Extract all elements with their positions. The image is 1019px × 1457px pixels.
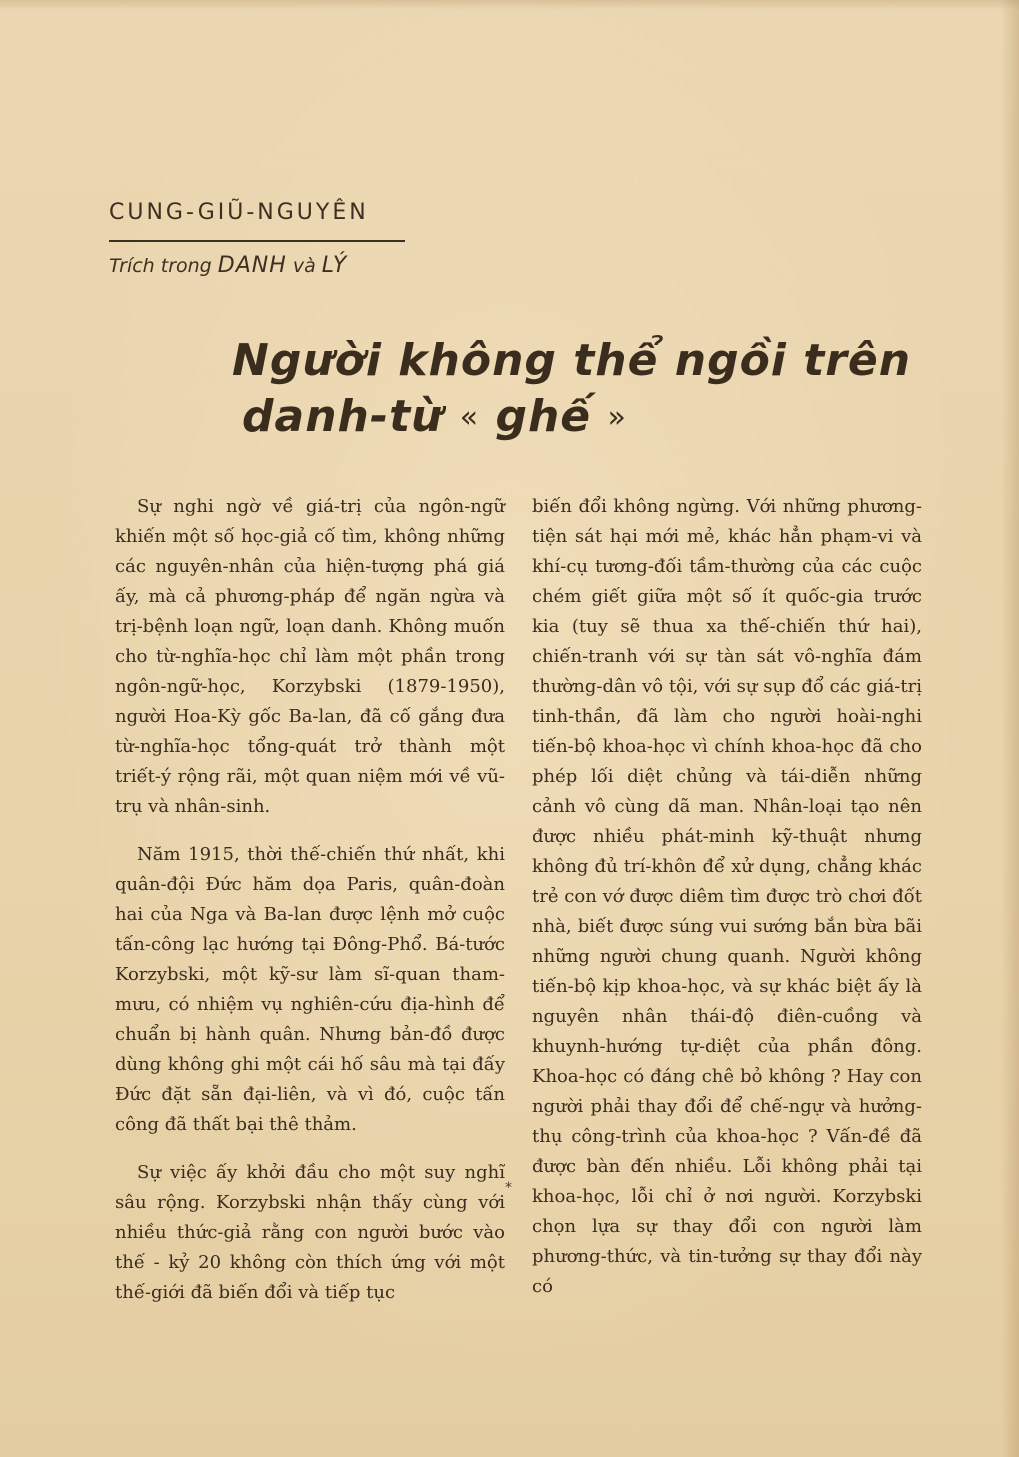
author-underline [109, 240, 405, 242]
paragraph-3: Sự việc ấy khởi đầu cho một suy nghĩ sâu rộng. Korzybski nhận thấy cùng với nhiều thức-giả rằng con người bước vào thế - kỷ 20 không còn thích ứng với một thế-giới đã biến đổi và tiếp tục [115, 1162, 505, 1303]
title-line-2 [230, 389, 930, 446]
article-title [230, 333, 930, 446]
paragraph-3-continued: biến đổi không ngừng. Với những phương-tiện sát hại mới mẻ, khác hẳn phạm-vi và khí-cụ tương-đối tầm-thường của các cuộc chém giết giữa một số ít quốc-gia trước kia (tuy sẽ thua xa thế-chiến thứ hai), chiến-tranh với sự tàn sát vô-nghĩa đám thường-dân vô tội, với sự sụp đổ các giá-trị tinh-thần, đã làm cho người hoài-nghi tiến-bộ khoa-học vì chính khoa-học đã cho phép lối diệt chủng và tái-diễn những cảnh vô cùng dã man. Nhân-loại tạo nên được nhiều phát-minh kỹ-thuật nhưng không đủ trí-khôn để xử dụng, chẳng khác trẻ con vớ được diêm tìm được trò chơi đốt nhà, biết được súng vui sướng bắn bừa bãi những người chung quanh. Người không tiến-bộ kịp khoa-học, và sự khác biệt ấy là nguyên nhân thái-độ điên-cuồng và khuynh-hướng tự-diệt của phần đông. Khoa-học có đáng chê bỏ không ? Hay con người phải thay đổi để chế-ngự và hưởng-thụ công-trình của khoa-học ? Vấn-đề đã được bàn đến nhiều. Lỗi không phải tại khoa-học, lỗi chỉ ở nơi người. Korzybski chọn lựa sự thay đổi con người làm phương-thức, và tin-tưởng sự thay đổi này có [532, 496, 922, 1297]
source-word-danh: DANH [217, 253, 287, 278]
title-word-ghe: ghế [495, 391, 592, 442]
left-column [115, 492, 505, 1326]
title-line-1: Người không thể ngồi trên [232, 335, 912, 386]
author-name: CUNG-GIŨ-NGUYÊN [109, 200, 369, 225]
print-speck: * [505, 1180, 512, 1196]
title-quote-open: « [459, 400, 480, 435]
page-top-shadow [0, 0, 1019, 10]
page-right-shadow [1001, 0, 1019, 1457]
title-quote-close: » [607, 400, 627, 435]
paragraph-2: Năm 1915, thời thế-chiến thứ nhất, khi quân-đội Đức hăm dọa Paris, quân-đoàn hai của Nga và Ba-lan được lệnh mở cuộc tấn-công lạc hướng tại Đông-Phổ. Bá-tước Korzybski, một kỹ-sư làm sĩ-quan tham-mưu, có nhiệm vụ nghiên-cứu địa-hình để chuẩn bị hành quân. Nhưng bản-đồ được dùng không ghi một cái hố sâu mà tại đấy Đức đặt sẵn đại-liên, và vì đó, cuộc tấn công đã thất bại thê thảm. [115, 844, 505, 1135]
title-word-danh-tu: danh-từ [242, 391, 444, 442]
paragraph-1: Sự nghi ngờ về giá-trị của ngôn-ngữ khiến một số học-giả cố tìm, không những các nguyên-nhân của hiện-tượng phá giá ấy, mà cả phương-pháp để ngăn ngừa và trị-bệnh loạn ngữ, loạn danh. Không muốn cho từ-nghĩa-học chỉ làm một phần trong ngôn-ngữ-học, Korzybski (1879-1950), người Hoa-Kỳ gốc Ba-lan, đã cố gắng đưa từ-nghĩa-học tổng-quát trở thành một triết-ý rộng rãi, một quan niệm mới về vũ-trụ và nhân-sinh. [115, 496, 505, 817]
source-word-ly: LÝ [321, 253, 348, 278]
right-column [532, 492, 922, 1320]
source-prefix: Trích trong [109, 255, 212, 277]
source-and: và [292, 255, 316, 277]
source-line [109, 253, 347, 278]
